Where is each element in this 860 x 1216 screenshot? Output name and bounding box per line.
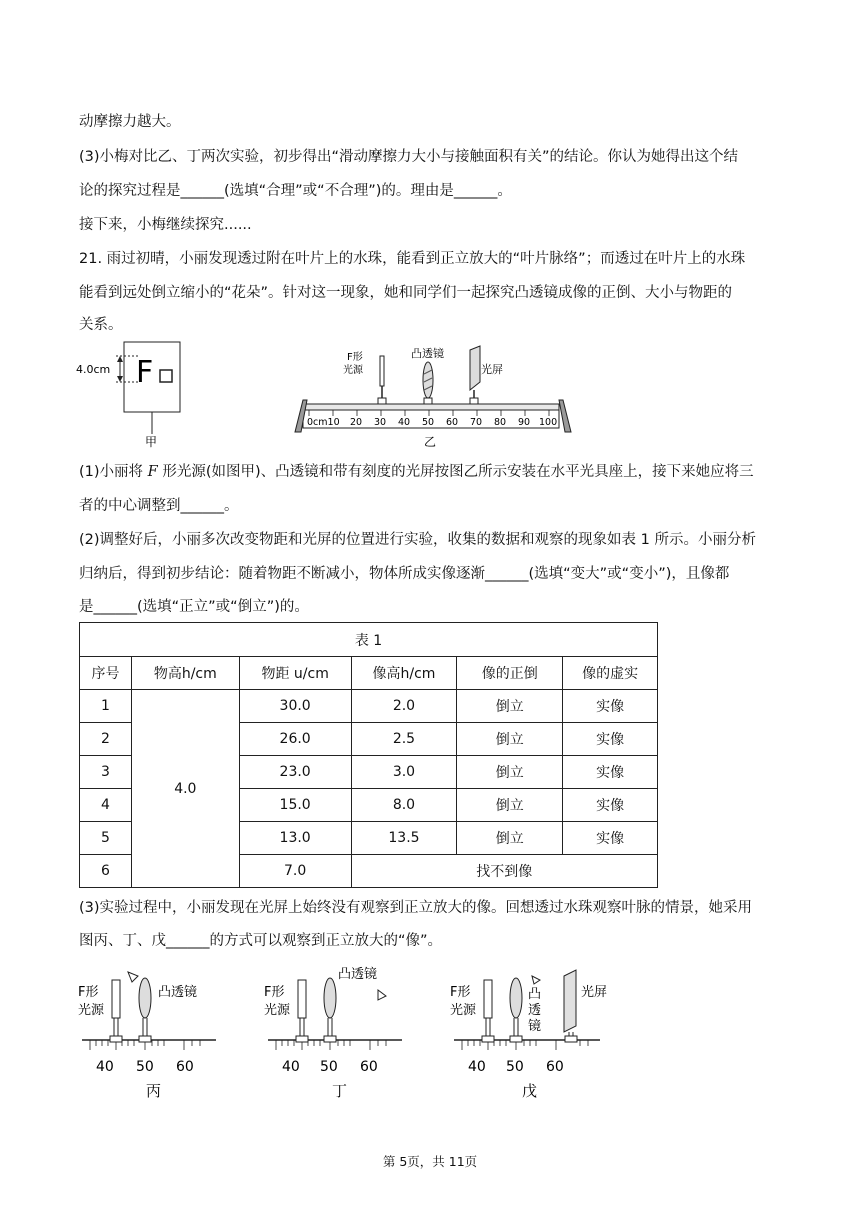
table-caption: 表 1 [80,623,658,657]
source-label: F形 [450,985,471,1000]
caption-bing: 丙 [146,1082,162,1100]
table-cell: 3 [80,756,132,789]
table-cell: 2.0 [351,690,457,723]
size-label: 4.0cm [76,363,111,376]
table-cell: 23.0 [239,756,351,789]
table-cell: 实像 [563,789,658,822]
tick-label: 60 [546,1059,564,1075]
caption-yi: 乙 [424,435,437,449]
tick-label: 60 [360,1059,378,1075]
object-height-cell: 4.0 [131,690,239,888]
tick-label: 40 [468,1059,486,1075]
scale-label: 50 [422,417,435,428]
tick-label: 50 [506,1059,524,1075]
table-cell: 1 [80,690,132,723]
text-line: 归纳后，得到初步结论：随着物距不断减小，物体所成实像逐渐______(选填“变大”或“变小”)，且像都 [79,566,730,582]
text-segment: 形光源(如图甲)、凸透镜和带有刻度的光屏按图乙所示安装在水平光具座上，接下来她应将三 [157,464,754,480]
text-line: 接下来，小梅继续探究...... [79,217,252,233]
table-cell: 30.0 [239,690,351,723]
scale-label: 20 [350,417,363,428]
source-label: F形 [347,352,363,363]
table-cell: 实像 [563,690,658,723]
table-cell: 4 [80,789,132,822]
table-cell: 26.0 [239,723,351,756]
text-line: 关系。 [79,317,123,333]
scale-label: 60 [446,417,459,428]
table-cell: 3.0 [351,756,457,789]
column-header: 像的虚实 [563,657,658,690]
table-cell: 倒立 [457,789,563,822]
figure-ding [262,962,412,1103]
table-cell: 5 [80,822,132,855]
convex-lens [324,978,336,1018]
scale-label: 30 [374,417,387,428]
lens-label: 镜 [528,1019,542,1034]
tick-label: 60 [176,1059,194,1075]
caption-wu: 戊 [522,1082,538,1100]
question-21-text: 21. 雨过初晴，小丽发现透过附在叶片上的水珠，能看到正立放大的“叶片脉络”；而透过在叶片上的水珠 [79,251,746,267]
convex-lens [510,978,522,1018]
lens-label: 凸透镜 [411,347,444,360]
table-cell: 6 [80,855,132,888]
table-cell: 倒立 [457,690,563,723]
table-cell: 实像 [563,822,658,855]
eye-icon [128,972,138,982]
table-cell: 倒立 [457,756,563,789]
column-header: 物高h/cm [131,657,239,690]
optical-bench [303,404,559,410]
data-table [79,622,658,888]
caption-jia: 甲 [145,435,158,448]
scale-label: 0cm10 [307,417,340,428]
source-label: F形 [264,985,285,1000]
text-line: 论的探究过程是______(选填“合理”或“不合理”)的。理由是______。 [79,183,512,199]
figure-wu [448,962,608,1103]
text-line: 图丙、丁、戊______的方式可以观察到正立放大的“像”。 [79,933,443,949]
question-2-text: (2)调整好后，小丽多次改变物距和光屏的位置进行实验，收集的数据和观察的现象如表 1 所示。小丽分析 [79,532,756,548]
scale-label: 90 [518,417,531,428]
scale-label: 100 [539,417,558,428]
scale-label: 40 [398,417,411,428]
text-line: 者的中心调整到______。 [79,498,239,514]
question-1-text [79,462,754,482]
page-footer: 第 5页，共 11页 [382,1154,478,1169]
no-image-cell: 找不到像 [351,855,657,888]
tick-label: 40 [96,1059,114,1075]
table-cell: 8.0 [351,789,457,822]
column-header: 物距 u/cm [239,657,351,690]
tick-label: 40 [282,1059,300,1075]
f-symbol: F [147,464,158,480]
table-cell: 倒立 [457,822,563,855]
source-label: F形 [78,985,99,1000]
scale-label: 70 [470,417,483,428]
scale-label: 80 [494,417,507,428]
source-label: 光源 [450,1003,477,1018]
table-cell: 15.0 [239,789,351,822]
source-label: 光源 [343,365,363,376]
lens-label: 凸透镜 [158,985,198,1000]
table-cell: 7.0 [239,855,351,888]
question-3-text: (3)实验过程中，小丽发现在光屏上始终没有观察到正立放大的像。回想透过水珠观察叶脉的情景，她采用 [79,900,753,916]
text-line: 是______(选填“正立”或“倒立”)的。 [79,599,309,615]
screen-label: 光屏 [481,363,503,376]
column-header: 像高h/cm [351,657,457,690]
table-cell: 实像 [563,723,658,756]
tick-label: 50 [320,1059,338,1075]
eye-icon [378,990,386,1000]
question-3-text: (3)小梅对比乙、丁两次实验，初步得出“滑动摩擦力大小与接触面积有关”的结论。你认为她得出这个结 [79,149,739,165]
screen-label: 光屏 [581,985,608,1000]
table-header-row [80,657,658,690]
column-header: 序号 [80,657,132,690]
source-label: 光源 [78,1003,105,1018]
table-row [80,690,658,723]
figure-bing [76,968,226,1103]
lens-label: 透 [528,1003,542,1018]
table-cell: 倒立 [457,723,563,756]
source-label: 光源 [264,1003,291,1018]
column-header: 像的正倒 [457,657,563,690]
table-cell: 13.0 [239,822,351,855]
caption-ding: 丁 [332,1082,348,1100]
table-cell: 实像 [563,756,658,789]
text-line: 动摩擦力越大。 [79,114,181,130]
f-letter: F [136,355,154,390]
text-segment: (1)小丽将 [79,464,148,480]
lens-label: 凸 [528,987,542,1002]
convex-lens [139,978,151,1018]
screen [564,970,576,1032]
table-cell: 2 [80,723,132,756]
eye-icon [532,976,540,984]
screen [470,346,480,390]
tick-label: 50 [136,1059,154,1075]
table-cell: 2.5 [351,723,457,756]
figure-yi [283,342,583,450]
text-line: 能看到远处倒立缩小的“花朵”。针对这一现象，她和同学们一起探究凸透镜成像的正倒、大小与物距的 [79,285,733,301]
figure-jia [76,338,196,448]
lens-label: 凸透镜 [338,967,378,982]
table-cell: 13.5 [351,822,457,855]
